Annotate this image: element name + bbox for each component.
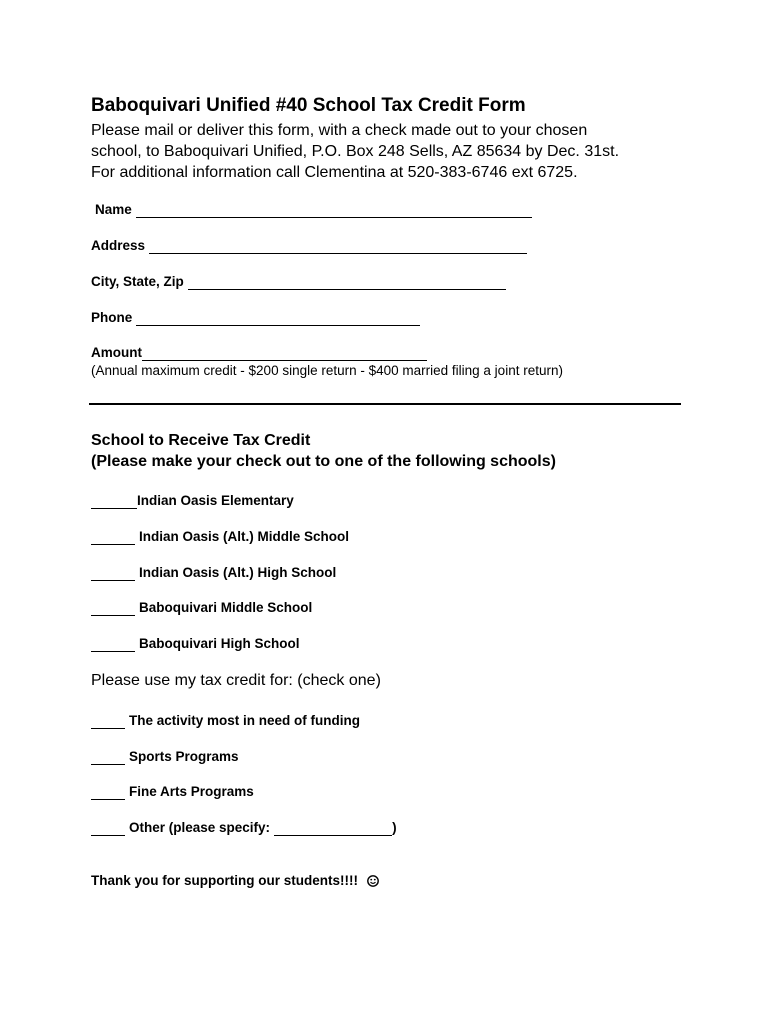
phone-field <box>91 310 420 326</box>
phone-label: Phone <box>91 310 133 325</box>
school-option-label: Indian Oasis (Alt.) High School <box>139 565 337 580</box>
school-heading-line-2: (Please make your check out to one of the following schools) <box>91 453 556 470</box>
amount-note: (Annual maximum credit - $200 single return - $400 married filing a joint return) <box>91 363 563 378</box>
use-heading: Please use my tax credit for: (check one) <box>91 672 381 689</box>
name-input-line[interactable] <box>136 203 532 218</box>
school-check-line[interactable] <box>91 530 135 545</box>
intro-line-2: school, to Baboquivari Unified, P.O. Box 248 Sells, AZ 85634 by Dec. 31st. <box>91 143 620 160</box>
intro-text <box>91 120 619 183</box>
use-check-line[interactable] <box>91 750 125 765</box>
other-close-paren: ) <box>392 820 397 835</box>
address-field <box>91 238 527 254</box>
address-input-line[interactable] <box>149 239 527 254</box>
school-check-line[interactable] <box>91 566 135 581</box>
phone-input-line[interactable] <box>136 311 420 326</box>
name-label: Name <box>95 202 132 217</box>
amount-field <box>91 345 427 361</box>
city-state-zip-field <box>91 274 506 290</box>
use-option <box>91 784 254 800</box>
use-check-line[interactable] <box>91 714 125 729</box>
school-option-label: Baboquivari High School <box>139 636 300 651</box>
use-option <box>91 713 360 729</box>
school-option <box>91 600 312 616</box>
school-option <box>91 636 300 652</box>
school-option-label: Indian Oasis (Alt.) Middle School <box>139 529 350 544</box>
use-option <box>91 820 397 836</box>
use-option-label: The activity most in need of funding <box>129 713 361 728</box>
school-option-label: Indian Oasis Elementary <box>137 493 294 508</box>
school-option <box>91 493 294 509</box>
school-option-label: Baboquivari Middle School <box>139 600 313 615</box>
school-check-line[interactable] <box>91 601 135 616</box>
thank-you-line <box>91 873 379 888</box>
use-check-line[interactable] <box>91 785 125 800</box>
use-option <box>91 749 239 765</box>
intro-line-3: For additional information call Clementina at 520-383-6746 ext 6725. <box>91 164 578 181</box>
school-option <box>91 529 349 545</box>
school-option <box>91 565 336 581</box>
amount-input-line[interactable] <box>142 346 427 361</box>
smiley-icon <box>367 875 379 887</box>
school-check-line[interactable] <box>91 494 137 509</box>
school-section-heading <box>91 430 556 472</box>
intro-line-1: Please mail or deliver this form, with a check made out to your chosen <box>91 122 588 139</box>
thank-you-text: Thank you for supporting our students!!!! <box>91 873 358 888</box>
use-option-label: Fine Arts Programs <box>129 784 254 799</box>
use-option-label: Sports Programs <box>129 749 239 764</box>
school-heading-line-1: School to Receive Tax Credit <box>91 432 311 449</box>
city-state-zip-label: City, State, Zip <box>91 274 184 289</box>
form-title: Baboquivari Unified #40 School Tax Credit Form <box>91 95 526 116</box>
amount-label: Amount <box>91 345 142 360</box>
school-check-line[interactable] <box>91 637 135 652</box>
use-option-label: Other (please specify: <box>129 820 271 835</box>
other-specify-line[interactable] <box>274 821 392 836</box>
section-divider <box>89 403 681 405</box>
form-header <box>91 94 619 183</box>
address-label: Address <box>91 238 146 253</box>
name-field <box>95 202 532 218</box>
city-state-zip-input-line[interactable] <box>188 275 506 290</box>
use-check-line[interactable] <box>91 821 125 836</box>
